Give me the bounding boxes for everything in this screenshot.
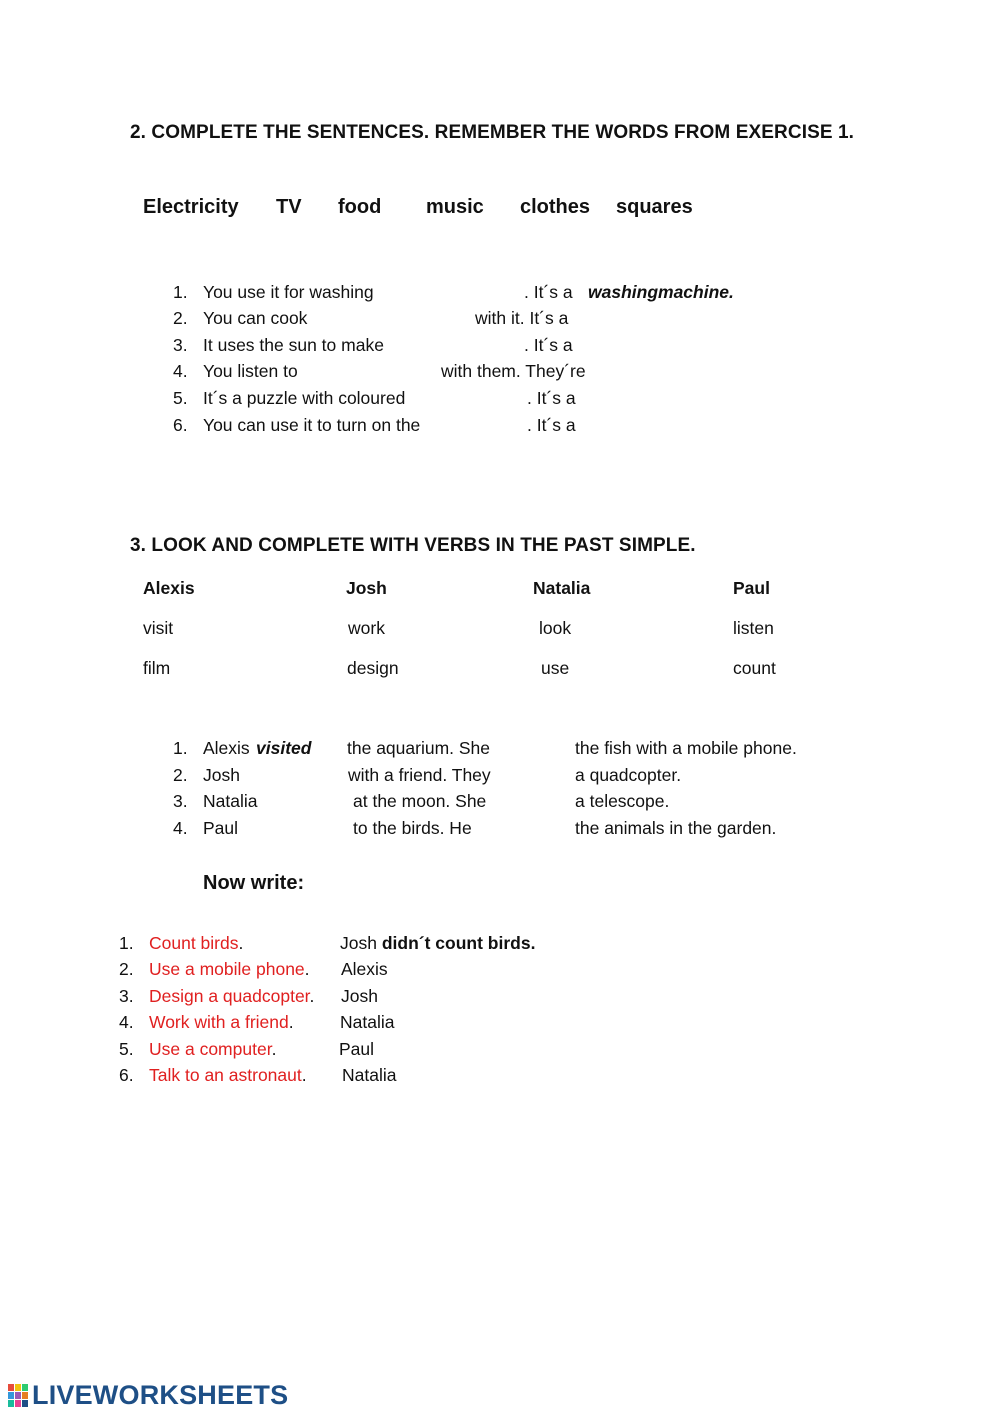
- exercise-3-title: 3. LOOK AND COMPLETE WITH VERBS IN THE PAST SIMPLE.: [130, 535, 696, 556]
- sentence-number: 4.: [173, 361, 188, 381]
- item-prompt: [149, 1039, 276, 1060]
- item-prompt: [149, 986, 314, 1007]
- word-bank-item: clothes: [520, 196, 591, 218]
- sentence-start: It uses the sun to make: [203, 335, 384, 355]
- verb-cell: listen: [733, 618, 774, 638]
- sentence-end: the fish with a mobile phone.: [575, 738, 797, 758]
- sentence-end: . It´s a: [524, 335, 573, 355]
- item-name: [340, 933, 535, 954]
- sentence-start: It´s a puzzle with coloured: [203, 388, 406, 408]
- sentence-start: You listen to: [203, 361, 298, 381]
- verb-cell: count: [733, 658, 776, 678]
- item-prompt: [149, 1012, 294, 1033]
- item-name: Natalia: [342, 1065, 397, 1085]
- sentence-end: . It´s a: [524, 282, 573, 302]
- item-name: Natalia: [340, 1012, 395, 1032]
- sentence-end: with it. It´s a: [475, 308, 569, 328]
- item-number: 5.: [119, 1039, 134, 1059]
- sentence-name: Natalia: [203, 791, 258, 811]
- sentence-number: 3.: [173, 335, 188, 355]
- word-bank-item: food: [338, 196, 382, 218]
- logo-mark-icon: [8, 1384, 30, 1408]
- verb-cell: visit: [143, 618, 174, 638]
- verb-cell: use: [541, 658, 570, 678]
- logo-text: LIVEWORKSHEETS: [32, 1380, 289, 1410]
- prompt-dot: .: [309, 986, 315, 1006]
- sentence-name: Alexis: [203, 738, 250, 758]
- item-prompt: [149, 959, 310, 980]
- item-number: 3.: [119, 986, 134, 1006]
- item-prompt: [149, 933, 243, 954]
- sentence-start: You can use it to turn on the: [203, 415, 421, 435]
- item-number: 6.: [119, 1065, 134, 1085]
- sentence-number: 3.: [173, 791, 188, 811]
- sentence-number: 1.: [173, 282, 188, 302]
- sentence-end: a telescope.: [575, 791, 670, 811]
- word-bank-item: squares: [616, 196, 693, 218]
- sentence-name: Josh: [203, 765, 240, 785]
- word-bank-item: Electricity: [143, 196, 239, 218]
- word-bank-item: TV: [276, 196, 302, 218]
- example-answer: visited: [256, 738, 312, 758]
- sentence-middle: at the moon. She: [353, 791, 487, 811]
- sentence-middle: the aquarium. She: [347, 738, 491, 758]
- item-name: Alexis: [341, 959, 388, 979]
- verb-cell: film: [143, 658, 171, 678]
- sentence-end: the animals in the garden.: [575, 818, 777, 838]
- item-name: Josh: [341, 986, 378, 1006]
- verb-cell: design: [347, 658, 399, 678]
- prompt-dot: .: [301, 1065, 307, 1085]
- item-name: Paul: [339, 1039, 375, 1059]
- prompt-dot: .: [238, 933, 244, 953]
- prompt-text: Use a mobile phone: [149, 959, 305, 979]
- example-answer: washingmachine.: [588, 282, 734, 302]
- word-bank-item: music: [426, 196, 484, 218]
- verb-cell: work: [348, 618, 385, 638]
- sentence-number: 4.: [173, 818, 188, 838]
- sentence-number: 5.: [173, 388, 188, 408]
- item-number: 4.: [119, 1012, 134, 1032]
- sentence-end: a quadcopter.: [575, 765, 682, 785]
- prompt-dot: .: [271, 1039, 277, 1059]
- sentence-middle: with a friend. They: [348, 765, 491, 785]
- sentence-number: 2.: [173, 765, 188, 785]
- prompt-dot: .: [288, 1012, 294, 1032]
- sentence-end: . It´s a: [527, 388, 576, 408]
- column-header: Natalia: [533, 578, 591, 598]
- sentence-start: You can cook: [203, 308, 308, 328]
- sentence-number: 1.: [173, 738, 188, 758]
- prompt-dot: .: [304, 959, 310, 979]
- item-prompt: [149, 1065, 307, 1086]
- sentence-number: 6.: [173, 415, 188, 435]
- prompt-text: Design a quadcopter: [149, 986, 310, 1006]
- item-name-text: Josh: [340, 933, 377, 953]
- prompt-text: Work with a friend: [149, 1012, 289, 1032]
- sentence-end: with them. They´re: [441, 361, 586, 381]
- item-number: 1.: [119, 933, 134, 953]
- column-header: Paul: [733, 578, 770, 598]
- sentence-name: Paul: [203, 818, 239, 838]
- verb-cell: look: [539, 618, 572, 638]
- example-answer: didn´t count birds.: [381, 933, 536, 953]
- prompt-text: Count birds: [149, 933, 239, 953]
- prompt-text: Talk to an astronaut: [149, 1065, 302, 1085]
- sentence-end: . It´s a: [527, 415, 576, 435]
- sentence-middle: to the birds. He: [353, 818, 472, 838]
- sentence-number: 2.: [173, 308, 188, 328]
- exercise-2-title: 2. COMPLETE THE SENTENCES. REMEMBER THE WORDS FROM EXERCISE 1.: [130, 122, 855, 143]
- now-write-title: Now write:: [203, 872, 305, 894]
- column-header: Alexis: [143, 578, 195, 598]
- prompt-text: Use a computer: [149, 1039, 272, 1059]
- sentence-start: You use it for washing: [203, 282, 374, 302]
- item-number: 2.: [119, 959, 134, 979]
- column-header: Josh: [346, 578, 387, 598]
